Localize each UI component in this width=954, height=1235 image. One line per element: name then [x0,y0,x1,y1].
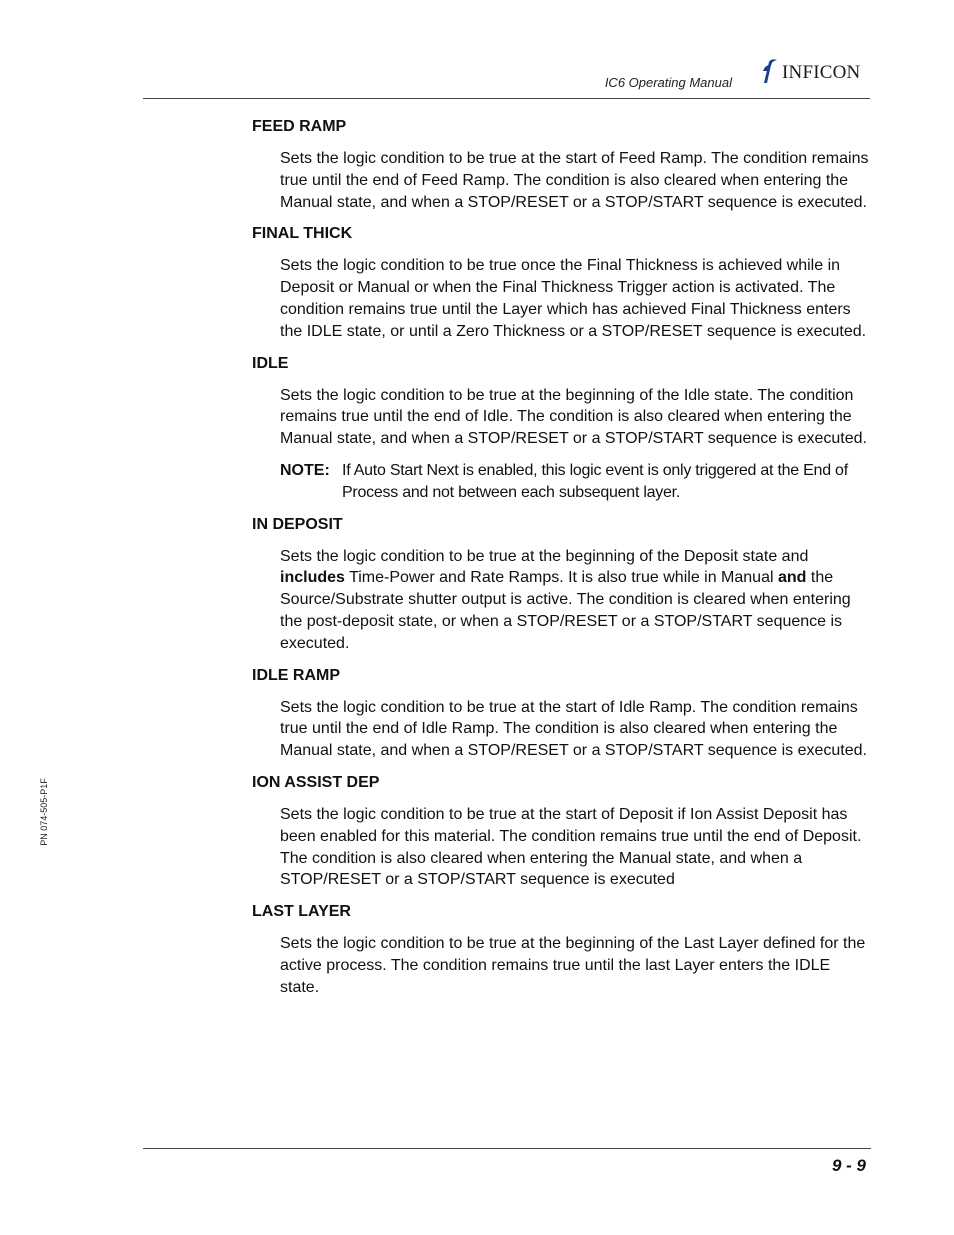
main-content [252,116,872,1009]
section-idle [252,353,872,504]
section-body [280,546,872,655]
page-number: 9 - 9 [831,1156,866,1175]
section-last-layer [252,901,872,998]
manual-title: IC6 Operating Manual [604,75,732,90]
section-body: Sets the logic condition to be true at the beginning of the Idle state. The condition remains true until the end of Idle. The condition is also cleared when entering the Manual state, and when a STOP/RESET or a STOP/START sequence is executed. [280,386,867,448]
section-body: Sets the logic condition to be true at the start of Feed Ramp. The condition remains true until the end of Feed Ramp. The condition is also cleared when entering the Manual state, and when a STOP/RESET or a STOP/START sequence is executed. [280,150,869,211]
body-text: Sets the logic condition to be true at the beginning of the Deposit state and [280,547,809,565]
section-heading: LAST LAYER [252,903,351,921]
section-heading: IDLE RAMP [252,666,340,684]
section-heading: FEED RAMP [252,118,347,135]
header-rule [143,98,870,99]
section-in-deposit [252,514,872,655]
section-heading: FINAL THICK [252,225,353,243]
section-body: Sets the logic condition to be true at the start of Idle Ramp. The condition remains true until the end of Idle Ramp. The condition is also cleared when entering the Manual state, and when a STOP/RESET or a STOP/START sequence is executed. [280,698,867,760]
section-body: Sets the logic condition to be true at the start of Deposit if Ion Assist Deposit has been enabled for this material. The condition remains true until the end of Deposit. The condition is also cleared when entering the Manual state, and when a STOP/RESET or a STOP/START sequence is executed [280,805,862,889]
logo-text: INFICON [782,62,861,83]
inficon-logo [760,59,872,85]
section-feed-ramp [252,116,872,213]
body-text: the Source/Substrate shutter output is active. The condition is cleared when entering the post-deposit state, or when a STOP/RESET or a STOP/START sequence is executed. [280,569,851,652]
section-body: Sets the logic condition to be true at the beginning of the Last Layer defined for the active process. The condition remains true until the last Layer enters the IDLE state. [280,935,866,996]
note-block [280,460,872,504]
note-text: If Auto Start Next is enabled, this logic event is only triggered at the End of Process and not between each subsequent layer. [342,461,848,501]
inficon-logo-icon [760,59,782,85]
section-idle-ramp [252,665,872,762]
part-number-label: PN 074-505-P1F [39,778,49,846]
section-heading: ION ASSIST DEP [252,773,380,791]
section-heading: IDLE [252,354,289,372]
note-label: NOTE: [280,461,330,479]
emphasis-text: and [777,569,807,587]
section-final-thick [252,223,872,342]
section-body: Sets the logic condition to be true once the Final Thickness is achieved while in Deposit or Manual or when the Final Thickness Trigger action is activated. The condition remains true until the Layer which has achieved Final Thickness enters the IDLE state, or until a Zero Thickness or a STOP/RESET sequence is executed. [280,257,867,340]
section-ion-assist-dep [252,772,872,891]
footer-rule [143,1148,871,1149]
emphasis-text: includes [280,569,345,587]
section-heading: IN DEPOSIT [252,515,343,533]
body-text: Time-Power and Rate Ramps. It is also true while in Manual [344,569,778,587]
